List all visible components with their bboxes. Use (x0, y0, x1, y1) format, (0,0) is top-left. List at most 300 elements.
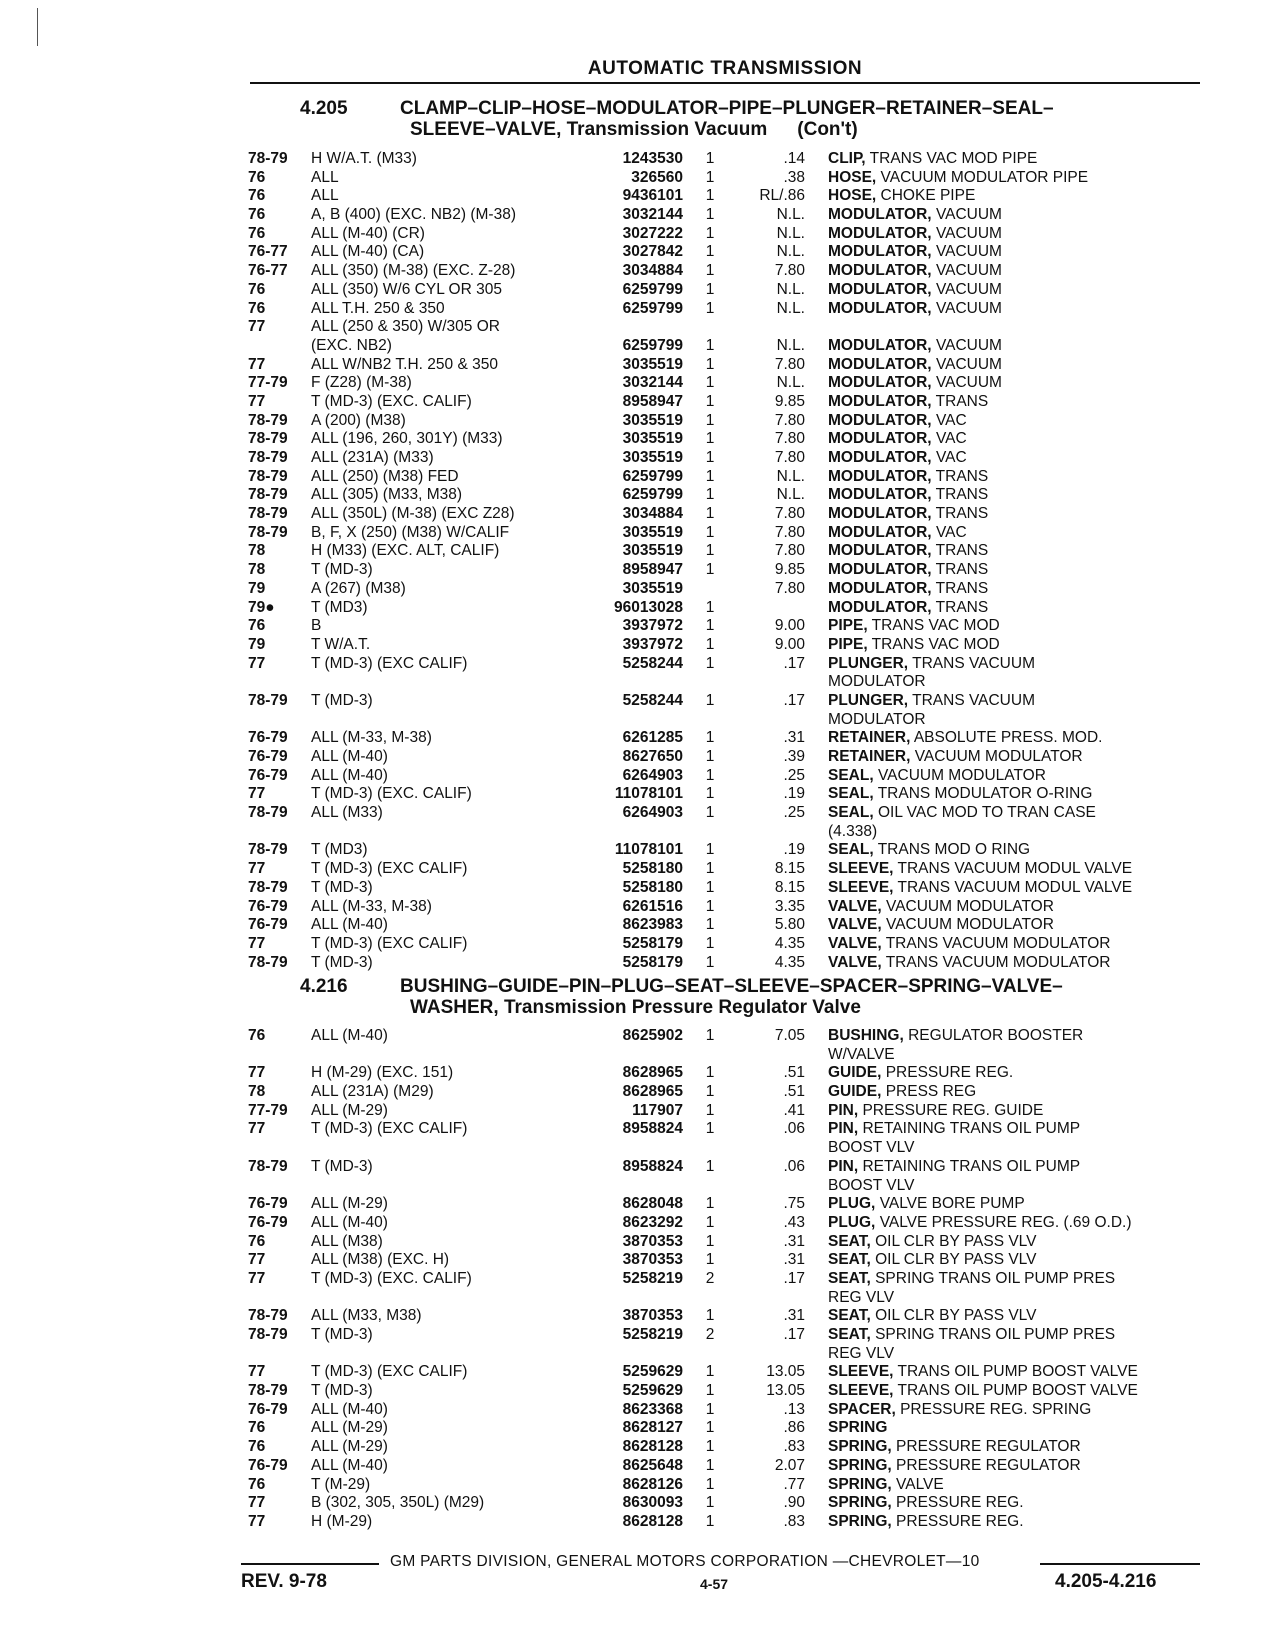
description: VALVE, TRANS VACUUM MODULATOR (828, 934, 1111, 952)
quantity: 1 (705, 766, 715, 784)
application: ALL (M33) (311, 804, 383, 822)
table-row (0, 468, 1280, 487)
description: MODULATOR, VACUUM (828, 262, 1002, 280)
description: MODULATOR, VACUUM (828, 355, 1002, 373)
quantity: 1 (705, 729, 715, 747)
quantity: 1 (705, 1400, 715, 1418)
model-year: 77-79 (248, 374, 288, 392)
application: ALL T.H. 250 & 350 (311, 299, 445, 317)
model-year: 76 (248, 1475, 266, 1493)
application: ALL W/NB2 T.H. 250 & 350 (311, 355, 498, 373)
quantity: 1 (705, 1363, 715, 1381)
model-year: 76-79 (248, 916, 288, 934)
quantity: 2 (705, 1269, 715, 1287)
application: T W/A.T. (311, 635, 371, 653)
description: VALVE, VACUUM MODULATOR (828, 916, 1054, 934)
price: .43 (783, 1213, 805, 1231)
model-year: 78-79 (248, 1157, 288, 1175)
revision-label: REV. 9-78 (241, 1571, 327, 1592)
section-number: 4.216 (300, 976, 348, 997)
price: N.L. (776, 224, 805, 242)
table-row (0, 505, 1280, 524)
table-row (0, 879, 1280, 898)
application: ALL (M-40) (311, 1027, 388, 1044)
price: 7.80 (774, 542, 805, 560)
table-row (0, 1513, 1280, 1532)
quantity: 2 (705, 1326, 715, 1343)
description: MODULATOR, TRANS (828, 486, 989, 504)
description: (4.338) (828, 822, 878, 840)
model-year: 78-79 (248, 1382, 288, 1400)
price: 7.80 (774, 411, 805, 429)
part-number: 1243530 (622, 150, 683, 167)
model-year: 76-79 (248, 748, 288, 765)
description: PIN, PRESSURE REG. GUIDE (828, 1101, 1044, 1119)
model-year: 76-77 (248, 262, 288, 280)
model-year: 78-79 (248, 467, 288, 485)
price: .17 (783, 1326, 805, 1343)
description: SEAT, SPRING TRANS OIL PUMP PRES (828, 1269, 1116, 1287)
part-number: 3035519 (622, 579, 683, 597)
table-row (0, 262, 1280, 281)
price: .13 (783, 1400, 805, 1418)
quantity: 1 (705, 467, 715, 485)
part-number: 6259799 (622, 467, 683, 485)
part-number: 8628965 (622, 1083, 683, 1101)
model-year: 77 (248, 1120, 266, 1138)
table-row (0, 542, 1280, 561)
application: ALL (M-40) (311, 1400, 388, 1418)
description: SEAL, TRANS MODULATOR O-RING (828, 785, 1093, 803)
price: N.L. (776, 299, 805, 317)
description: SPRING (828, 1419, 888, 1437)
price: N.L. (776, 467, 805, 485)
price: N.L. (776, 336, 805, 354)
part-number: 5258244 (622, 691, 683, 709)
part-number: 5259629 (622, 1363, 683, 1381)
parts-table-4205 (0, 150, 1280, 972)
description: MODULATOR, VACUUM (828, 243, 1002, 261)
table-row (0, 1438, 1280, 1457)
quantity: 1 (705, 355, 715, 373)
price: .75 (783, 1195, 805, 1213)
table-row (0, 356, 1280, 375)
price: .51 (783, 1064, 805, 1082)
model-year: 76-79 (248, 729, 288, 747)
table-row (0, 580, 1280, 599)
model-year: 76 (248, 1419, 266, 1437)
price: 7.80 (774, 505, 805, 523)
price: .38 (783, 168, 805, 186)
description: MODULATOR, TRANS (828, 467, 989, 485)
description: MODULATOR, VAC (828, 523, 967, 541)
description: PIPE, TRANS VAC MOD (828, 635, 1000, 653)
price: 5.80 (774, 916, 805, 934)
price: .90 (783, 1494, 805, 1512)
price: .25 (783, 804, 805, 822)
table-row (0, 767, 1280, 786)
application: H (M-29) (EXC. 151) (311, 1064, 454, 1082)
table-row (0, 486, 1280, 505)
quantity: 1 (705, 897, 715, 915)
part-number: 5258219 (622, 1269, 683, 1287)
model-year: 78-79 (248, 430, 288, 448)
description: SPACER, PRESSURE REG. SPRING (828, 1400, 1092, 1418)
table-row (0, 898, 1280, 917)
table-row (0, 954, 1280, 973)
description: SEAT, OIL CLR BY PASS VLV (828, 1307, 1037, 1325)
continuation-row (0, 823, 1280, 842)
part-number: 3034884 (622, 262, 683, 280)
part-number: 5258219 (622, 1326, 683, 1343)
quantity: 1 (705, 1251, 715, 1269)
application: T (MD-3) (311, 1157, 373, 1175)
description: REG VLV (828, 1344, 895, 1362)
application: ALL (M-40) (CR) (311, 224, 425, 242)
part-number: 5258180 (622, 860, 683, 878)
quantity: 1 (705, 1232, 715, 1250)
model-year: 76 (248, 1438, 266, 1456)
description: MODULATOR, TRANS (828, 505, 989, 523)
table-row (0, 300, 1280, 319)
model-year: 77 (248, 355, 266, 373)
price: 7.80 (774, 430, 805, 448)
description: RETAINER, VACUUM MODULATOR (828, 748, 1083, 765)
description: MODULATOR, VACUUM (828, 336, 1002, 354)
description: HOSE, VACUUM MODULATOR PIPE (828, 168, 1089, 186)
part-number: 5259629 (622, 1382, 683, 1400)
model-year: 76-79 (248, 897, 288, 915)
table-row (0, 524, 1280, 543)
table-row (0, 318, 1280, 337)
application: T (MD3) (311, 598, 368, 616)
price: N.L. (776, 374, 805, 392)
continuation-row (0, 1289, 1280, 1308)
table-row (0, 748, 1280, 767)
model-year: 78-79 (248, 1307, 288, 1325)
application: ALL (M38) (EXC. H) (311, 1251, 450, 1269)
part-number: 326560 (631, 168, 683, 186)
table-row (0, 281, 1280, 300)
price: .31 (783, 729, 805, 747)
table-row (0, 1158, 1280, 1177)
application: ALL (M38) (311, 1232, 383, 1250)
part-number: 5258180 (622, 878, 683, 896)
price: 13.05 (766, 1363, 805, 1381)
quantity: 1 (705, 617, 715, 635)
quantity: 1 (705, 542, 715, 560)
application: A, B (400) (EXC. NB2) (M-38) (311, 206, 516, 224)
table-row (0, 430, 1280, 449)
description: RETAINER, ABSOLUTE PRESS. MOD. (828, 729, 1103, 747)
price: 13.05 (766, 1382, 805, 1400)
quantity: 1 (705, 654, 715, 672)
model-year: 77 (248, 318, 266, 336)
quantity: 1 (705, 392, 715, 410)
description: PLUG, VALVE BORE PUMP (828, 1195, 1025, 1213)
table-row (0, 1251, 1280, 1270)
model-year: 76-79 (248, 1213, 288, 1231)
table-row (0, 1457, 1280, 1476)
application: ALL (305) (M33, M38) (311, 486, 463, 504)
application: T (MD-3) (311, 691, 373, 709)
description: PIPE, TRANS VAC MOD (828, 617, 1000, 635)
application: T (MD-3) (311, 561, 373, 579)
application: ALL (311, 187, 339, 205)
price: N.L. (776, 280, 805, 298)
table-row (0, 1270, 1280, 1289)
part-number: 8958947 (622, 561, 683, 579)
quantity: 1 (705, 598, 715, 616)
table-row (0, 841, 1280, 860)
quantity: 1 (705, 1307, 715, 1325)
model-year: 78-79 (248, 841, 288, 859)
continuation-row (0, 1139, 1280, 1158)
model-year: 78-79 (248, 411, 288, 429)
price: 8.15 (774, 860, 805, 878)
quantity: 1 (705, 691, 715, 709)
price: 7.05 (774, 1027, 805, 1044)
description: HOSE, CHOKE PIPE (828, 187, 976, 205)
part-number: 3035519 (622, 411, 683, 429)
description: MODULATOR (828, 710, 926, 728)
price: .41 (783, 1101, 805, 1119)
part-number: 9436101 (622, 187, 683, 205)
footer-corporation: GM PARTS DIVISION, GENERAL MOTORS CORPORATION —CHEVROLET—10 (390, 1553, 980, 1570)
table-row (0, 243, 1280, 262)
price: .06 (783, 1157, 805, 1175)
part-number: 8958947 (622, 392, 683, 410)
part-number: 3034884 (622, 505, 683, 523)
quantity: 1 (705, 635, 715, 653)
quantity: 1 (705, 748, 715, 765)
application: B (302, 305, 350L) (M29) (311, 1494, 485, 1512)
price: .31 (783, 1251, 805, 1269)
price: .19 (783, 841, 805, 859)
table-row (0, 1214, 1280, 1233)
description: SLEEVE, TRANS VACUUM MODUL VALVE (828, 860, 1133, 878)
quantity: 1 (705, 224, 715, 242)
part-number: 11078101 (614, 785, 683, 803)
application: ALL (M-29) (311, 1195, 388, 1213)
part-number: 3937972 (622, 617, 683, 635)
quantity: 1 (705, 486, 715, 504)
application: ALL (M-29) (311, 1438, 388, 1456)
continuation-row (0, 1345, 1280, 1364)
quantity: 1 (705, 449, 715, 466)
part-number: 5258179 (622, 934, 683, 952)
part-number: 8623292 (622, 1213, 683, 1231)
description: BOOST VLV (828, 1139, 915, 1157)
price: 7.80 (774, 579, 805, 597)
table-row (0, 785, 1280, 804)
model-year: 77 (248, 860, 266, 878)
price: .77 (783, 1475, 805, 1493)
application: ALL (350L) (M-38) (EXC Z28) (311, 505, 515, 523)
application: T (MD-3) (311, 878, 373, 896)
model-year: 76-79 (248, 1456, 288, 1474)
part-number: 96013028 (614, 598, 683, 616)
part-number: 3027222 (622, 224, 683, 242)
table-row (0, 1120, 1280, 1139)
part-number: 8625648 (622, 1456, 683, 1474)
application: ALL (M-40) (CA) (311, 243, 425, 261)
description: MODULATOR, TRANS (828, 392, 989, 410)
model-year: 77 (248, 1363, 266, 1381)
table-row (0, 206, 1280, 225)
quantity: 1 (705, 1438, 715, 1456)
table-row (0, 1419, 1280, 1438)
application: ALL (311, 168, 339, 186)
quantity: 1 (705, 243, 715, 261)
application: T (MD-3) (EXC. CALIF) (311, 392, 472, 410)
application: T (MD-3) (311, 953, 373, 971)
table-row (0, 1363, 1280, 1382)
price: .17 (783, 654, 805, 672)
table-row (0, 1326, 1280, 1345)
application: ALL (196, 260, 301Y) (M33) (311, 430, 503, 448)
description: MODULATOR, VACUUM (828, 224, 1002, 242)
application: T (MD-3) (311, 1326, 373, 1343)
quantity: 1 (705, 561, 715, 579)
description: MODULATOR, VACUUM (828, 374, 1002, 392)
price: 7.80 (774, 355, 805, 373)
table-row (0, 1102, 1280, 1121)
quantity: 1 (705, 150, 715, 167)
quantity: 1 (705, 168, 715, 186)
model-year: 76-79 (248, 1195, 288, 1213)
table-row (0, 1233, 1280, 1252)
part-number: 8958824 (622, 1120, 683, 1138)
description: SPRING, PRESSURE REGULATOR (828, 1456, 1081, 1474)
model-year: 77 (248, 785, 266, 803)
description: MODULATOR, TRANS (828, 598, 989, 616)
description: SLEEVE, TRANS OIL PUMP BOOST VALVE (828, 1363, 1138, 1381)
description: SEAL, OIL VAC MOD TO TRAN CASE (828, 804, 1096, 822)
application: ALL (M-29) (311, 1419, 388, 1437)
part-number: 8623368 (622, 1400, 683, 1418)
price: 9.85 (774, 561, 805, 579)
application: A (200) (M38) (311, 411, 406, 429)
application: T (MD-3) (311, 1382, 373, 1400)
quantity: 1 (705, 953, 715, 971)
table-row (0, 1494, 1280, 1513)
application: T (MD-3) (EXC. CALIF) (311, 785, 472, 803)
page-number: 4-57 (700, 1576, 729, 1592)
part-number: 3027842 (622, 243, 683, 261)
section-range: 4.205-4.216 (1055, 1571, 1157, 1592)
model-year: 78-79 (248, 1326, 288, 1343)
quantity: 1 (705, 1512, 715, 1530)
application: ALL (M-40) (311, 1456, 388, 1474)
description: VALVE, TRANS VACUUM MODULATOR (828, 953, 1111, 971)
part-number: 8628128 (622, 1438, 683, 1456)
table-row (0, 916, 1280, 935)
part-number: 8628128 (622, 1512, 683, 1530)
part-number: 3032144 (622, 374, 683, 392)
price: 7.80 (774, 523, 805, 541)
application: T (MD-3) (EXC CALIF) (311, 934, 468, 952)
description: SEAL, TRANS MOD O RING (828, 841, 1031, 859)
quantity: 1 (705, 1475, 715, 1493)
model-year: 77 (248, 1494, 266, 1512)
description: SEAL, VACUUM MODULATOR (828, 766, 1046, 784)
table-row (0, 935, 1280, 954)
model-year: 77 (248, 934, 266, 952)
quantity: 1 (705, 1456, 715, 1474)
application: H W/A.T. (M33) (311, 150, 417, 167)
table-row (0, 169, 1280, 188)
part-number: 8628048 (622, 1195, 683, 1213)
table-row (0, 1382, 1280, 1401)
model-year: 77 (248, 1064, 266, 1082)
section-title-line2: WASHER, Transmission Pressure Regulator Valve (410, 997, 861, 1018)
part-number: 6259799 (622, 280, 683, 298)
quantity: 1 (705, 430, 715, 448)
part-number: 6259799 (622, 486, 683, 504)
part-number: 3032144 (622, 206, 683, 224)
model-year: 77 (248, 654, 266, 672)
quantity: 1 (705, 841, 715, 859)
price: .19 (783, 785, 805, 803)
application: ALL (250) (M38) FED (311, 467, 459, 485)
price: .17 (783, 1269, 805, 1287)
table-row (0, 729, 1280, 748)
part-number: 5258179 (622, 953, 683, 971)
model-year: 78-79 (248, 691, 288, 709)
page-title: AUTOMATIC TRANSMISSION (587, 58, 863, 79)
quantity: 1 (705, 374, 715, 392)
model-year: 78-79 (248, 505, 288, 523)
price: 3.35 (774, 897, 805, 915)
description: SPRING, PRESSURE REG. (828, 1512, 1024, 1530)
application: ALL (350) W/6 CYL OR 305 (311, 280, 502, 298)
price: .06 (783, 1120, 805, 1138)
quantity: 1 (705, 1494, 715, 1512)
part-number: 3035519 (622, 355, 683, 373)
quantity: 1 (705, 1213, 715, 1231)
quantity: 1 (705, 336, 715, 354)
quantity: 1 (705, 1157, 715, 1175)
model-year: 78-79 (248, 523, 288, 541)
table-row (0, 692, 1280, 711)
model-year: 77 (248, 1512, 266, 1530)
section-number: 4.205 (300, 98, 348, 119)
section-title-line1: BUSHING–GUIDE–PIN–PLUG–SEAT–SLEEVE–SPACER–SPRING–VALVE– (400, 976, 1063, 997)
part-number: 8628127 (622, 1419, 683, 1437)
application: A (267) (M38) (311, 579, 406, 597)
quantity: 1 (705, 878, 715, 896)
table-row (0, 187, 1280, 206)
application: ALL (M-33, M-38) (311, 897, 432, 915)
part-number: 3870353 (622, 1307, 683, 1325)
part-number: 8628965 (622, 1064, 683, 1082)
price: .39 (783, 748, 805, 765)
price: 4.35 (774, 953, 805, 971)
description: MODULATOR, VACUUM (828, 206, 1002, 224)
application: F (Z28) (M-38) (311, 374, 412, 392)
quantity: 1 (705, 280, 715, 298)
model-year: 79 (248, 579, 266, 597)
model-year: 76-79 (248, 766, 288, 784)
description: SEAT, OIL CLR BY PASS VLV (828, 1232, 1037, 1250)
model-year: 78 (248, 1083, 266, 1101)
model-year: 76 (248, 206, 266, 224)
description: CLIP, TRANS VAC MOD PIPE (828, 150, 1038, 167)
table-row (0, 1083, 1280, 1102)
price: 7.80 (774, 262, 805, 280)
footer-rule-left (241, 1563, 379, 1565)
